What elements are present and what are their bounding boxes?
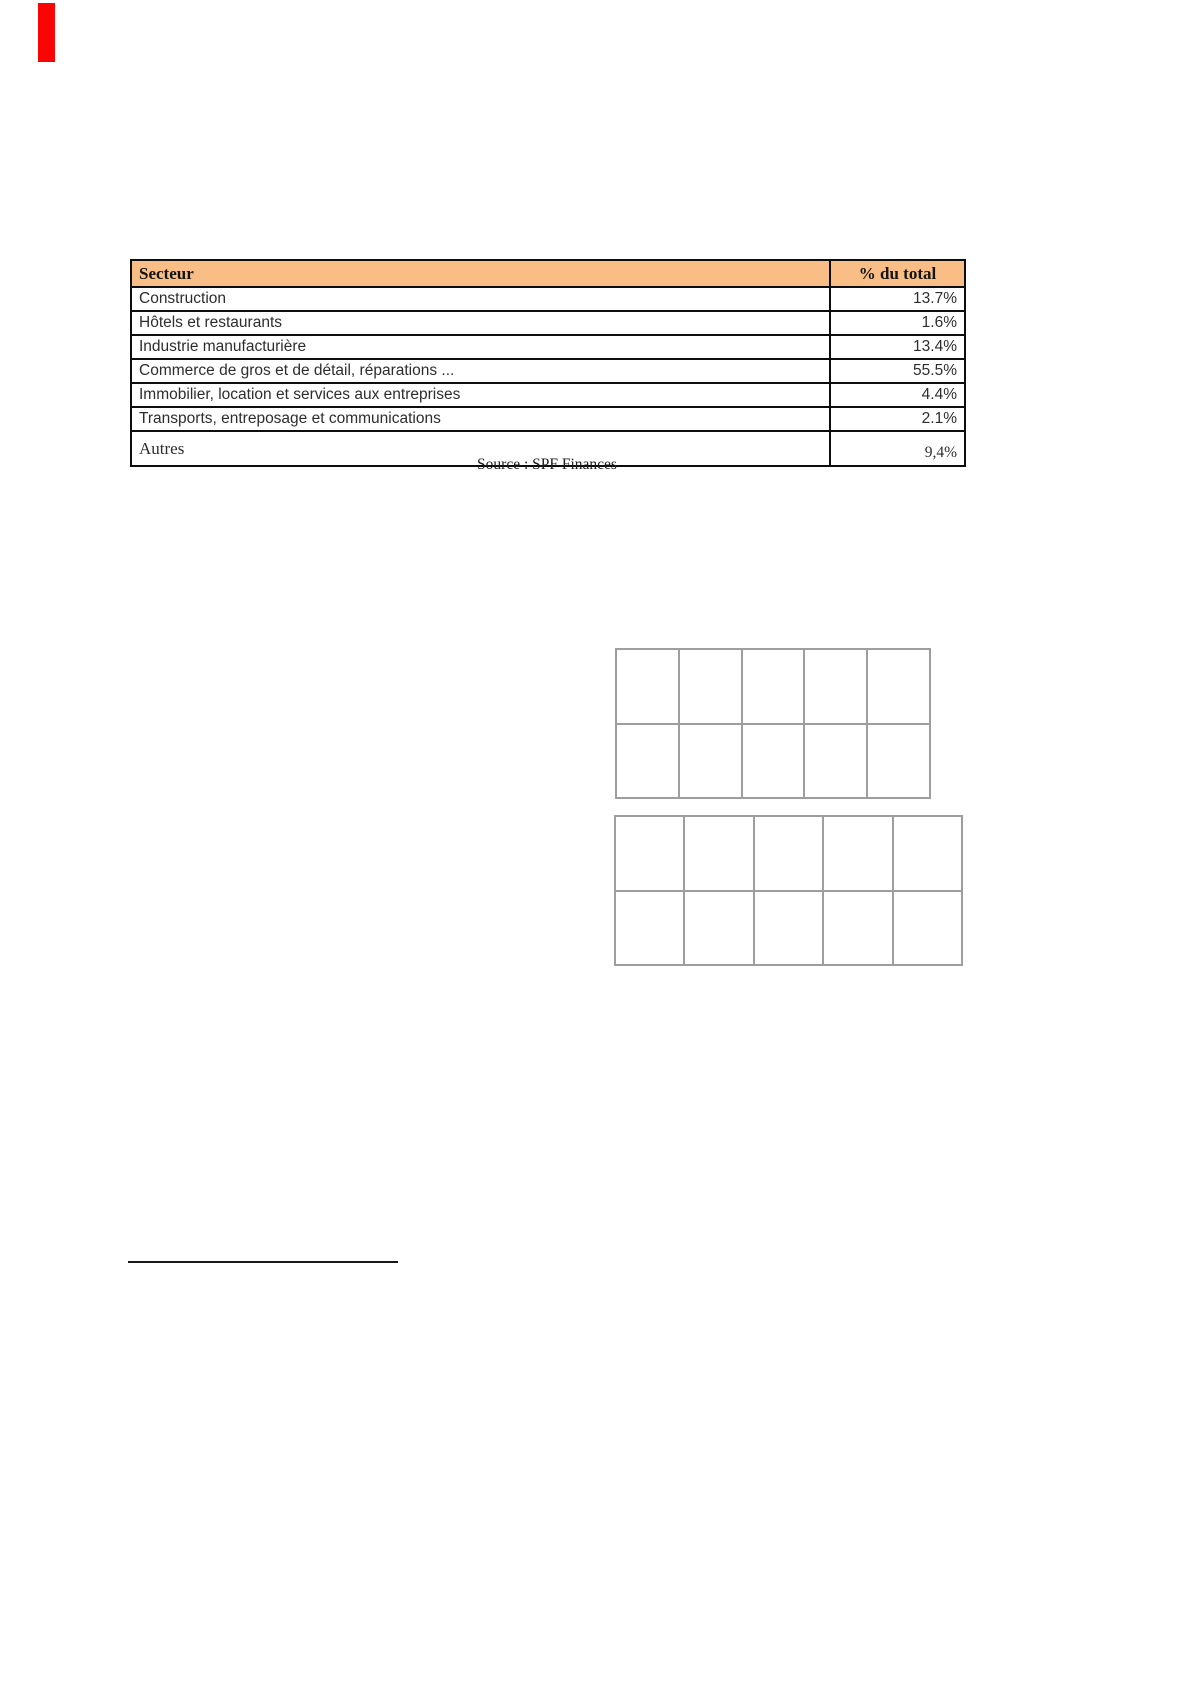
grid-row (615, 816, 962, 891)
grid-cell (616, 649, 679, 724)
grid-cell (893, 816, 962, 891)
source-caption: Source : SPF Finances (477, 456, 617, 473)
table-row (131, 335, 965, 359)
sector-name: Hôtels et restaurants (131, 311, 830, 335)
grid-cell (684, 891, 753, 966)
table-row (131, 311, 965, 335)
table-row (131, 359, 965, 383)
sector-percent: 13.7% (830, 287, 965, 311)
grid-cell (867, 724, 930, 799)
empty-grid-bottom (614, 815, 963, 966)
grid-cell (684, 816, 753, 891)
sector-name: Industrie manufacturière (131, 335, 830, 359)
grid-cell (823, 816, 892, 891)
sector-percent: 1.6% (830, 311, 965, 335)
grid-row (615, 891, 962, 966)
table-row (131, 407, 965, 431)
grid-row (616, 724, 930, 799)
empty-grid-top (615, 648, 931, 799)
table-row (131, 287, 965, 311)
sector-name: Transports, entreposage et communications (131, 407, 830, 431)
sector-percent: 4.4% (830, 383, 965, 407)
sector-name: Immobilier, location et services aux entreprises (131, 383, 830, 407)
grid-cell (615, 891, 684, 966)
grid-cell (804, 649, 867, 724)
grid-cell (679, 649, 742, 724)
grid-cell (616, 724, 679, 799)
sector-percent: 13.4% (830, 335, 965, 359)
sector-table (130, 259, 966, 467)
sector-name: Autres (131, 431, 830, 466)
footnote-separator (128, 1261, 398, 1263)
sector-percent: 55.5% (830, 359, 965, 383)
table-header-row (131, 260, 965, 287)
grid-cell (867, 649, 930, 724)
sector-name: Commerce de gros et de détail, réparations ... (131, 359, 830, 383)
grid-cell (893, 891, 962, 966)
sector-percent: 2.1% (830, 407, 965, 431)
grid-cell (823, 891, 892, 966)
sector-table-container (130, 259, 966, 467)
table-row (131, 383, 965, 407)
header-secteur: Secteur (131, 260, 830, 287)
header-percent-total: % du total (830, 260, 965, 287)
sector-percent: 9,4% (830, 431, 965, 466)
grid-cell (679, 724, 742, 799)
grid-row (616, 649, 930, 724)
grid-cell (754, 816, 823, 891)
grid-cell (804, 724, 867, 799)
red-edge-mark (38, 3, 55, 62)
sector-name: Construction (131, 287, 830, 311)
grid-cell (754, 891, 823, 966)
grid-cell (742, 649, 805, 724)
grid-cell (615, 816, 684, 891)
grid-cell (742, 724, 805, 799)
